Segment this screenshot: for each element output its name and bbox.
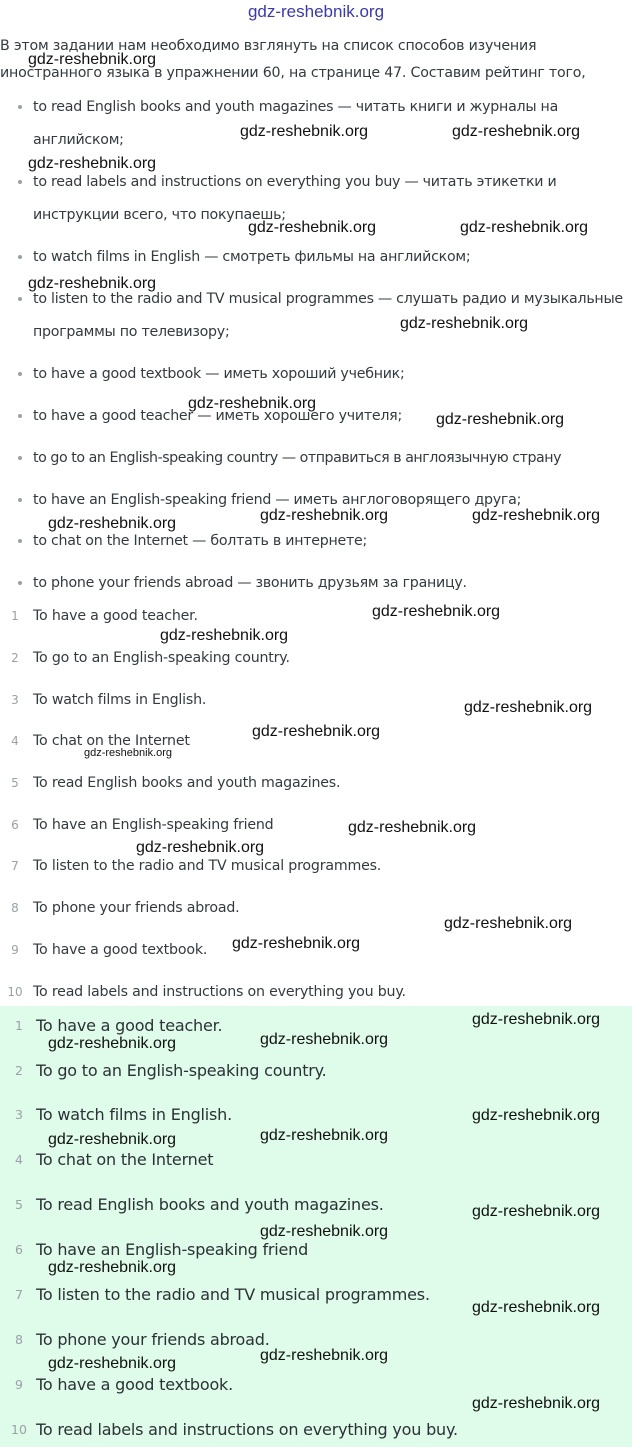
method-text: to have an English-speaking friend — иметь англоговорящего друга; [33, 492, 522, 508]
ranking-number: 2 [11, 651, 19, 665]
watermark: gdz-reshebnik.org [28, 275, 157, 292]
watermark: gdz-reshebnik.org [136, 839, 265, 856]
watermark: gdz-reshebnik.org [260, 1347, 389, 1364]
watermark: gdz-reshebnik.org [460, 219, 589, 236]
answer-number: 10 [11, 1422, 27, 1437]
method-bullet [0, 358, 632, 391]
answer-text: To read labels and instructions on everything you buy. [36, 1420, 458, 1439]
intro-line: иностранного языка в упражнении 60, на странице 47. Составим рейтинг того, [0, 65, 586, 81]
watermark: gdz-reshebnik.org [28, 155, 157, 172]
ranking-number: 10 [7, 985, 23, 999]
watermark: gdz-reshebnik.org [372, 603, 501, 620]
bullet-dot-icon [18, 581, 22, 585]
answer-number: 6 [15, 1242, 23, 1257]
watermark: gdz-reshebnik.org [436, 411, 565, 428]
watermark: gdz-reshebnik.org [48, 1131, 177, 1148]
ranking-number: 4 [11, 734, 19, 748]
ranking-text: To have an English-speaking friend [33, 817, 274, 833]
answer-number: 2 [15, 1063, 23, 1078]
bullet-dot-icon [18, 456, 22, 460]
answer-text: To listen to the radio and TV musical programmes. [36, 1285, 430, 1304]
ranking-number: 5 [11, 776, 19, 790]
answer-number: 3 [15, 1107, 23, 1122]
watermark: gdz-reshebnik.org [48, 1259, 177, 1276]
watermark: gdz-reshebnik.org [84, 747, 173, 759]
watermark: gdz-reshebnik.org [472, 1203, 601, 1220]
watermark: gdz-reshebnik.org [28, 51, 157, 68]
method-text: to read labels and instructions on everything you buy — читать этикетки и инструкции всего, что покупаешь; [33, 174, 557, 223]
watermark: gdz-reshebnik.org [240, 123, 369, 140]
watermark: gdz-reshebnik.org [188, 395, 317, 412]
ranking-text: To go to an English-speaking country. [33, 650, 290, 666]
ranking-number: 6 [11, 818, 19, 832]
watermark: gdz-reshebnik.org [464, 699, 593, 716]
bullet-dot-icon [18, 297, 22, 301]
ranking-number: 9 [11, 943, 19, 957]
watermark: gdz-reshebnik.org [444, 915, 573, 932]
bullet-dot-icon [18, 255, 22, 259]
watermark: gdz-reshebnik.org [260, 1031, 389, 1048]
watermark: gdz-reshebnik.org [48, 515, 177, 532]
answer-number: 1 [15, 1018, 23, 1033]
watermark: gdz-reshebnik.org [452, 123, 581, 140]
watermark: gdz-reshebnik.org [472, 1299, 601, 1316]
method-bullet [0, 442, 632, 475]
bullet-dot-icon [18, 414, 22, 418]
watermark: gdz-reshebnik.org [252, 723, 381, 740]
method-text: to watch films in English — смотреть фильмы на английском; [33, 249, 471, 265]
watermark: gdz-reshebnik.org [260, 507, 389, 524]
watermark: gdz-reshebnik.org [160, 627, 289, 644]
ranking-text: To have a good textbook. [33, 942, 208, 958]
watermark: gdz-reshebnik.org [472, 1395, 601, 1412]
ranking-text: To watch films in English. [33, 692, 207, 708]
method-text: to chat on the Internet — болтать в интернете; [33, 533, 368, 549]
watermark: gdz-reshebnik.org [260, 1127, 389, 1144]
answer-text: To phone your friends abroad. [36, 1330, 270, 1349]
method-text: to have a good textbook — иметь хороший учебник; [33, 366, 405, 382]
bullet-dot-icon [18, 105, 22, 109]
watermark: gdz-reshebnik.org [472, 1107, 601, 1124]
bullet-dot-icon [18, 180, 22, 184]
answer-item [0, 1410, 632, 1454]
ranking-item [0, 638, 632, 678]
method-text: to read English books and youth magazines — читать книги и журналы на английском; [33, 99, 559, 148]
ranking-text: To read English books and youth magazines. [33, 775, 341, 791]
bullet-dot-icon [18, 372, 22, 376]
ranking-item [0, 596, 632, 636]
method-bullet [0, 241, 632, 274]
answer-item [0, 1051, 632, 1095]
watermark: gdz-reshebnik.org [248, 219, 377, 236]
watermark: gdz-reshebnik.org [400, 315, 529, 332]
ranking-text: To listen to the radio and TV musical programmes. [33, 858, 382, 874]
answer-number: 9 [15, 1377, 23, 1392]
method-text: to listen to the radio and TV musical programmes — слушать радио и музыкальные программы по телевизору; [33, 291, 623, 340]
ranking-item [0, 846, 632, 886]
bullet-dot-icon [18, 498, 22, 502]
answer-number: 8 [15, 1332, 23, 1347]
answer-text: To read English books and youth magazines. [36, 1195, 384, 1214]
watermark: gdz-reshebnik.org [472, 1011, 601, 1028]
ranking-item [0, 805, 632, 845]
answer-number: 7 [15, 1287, 23, 1302]
site-title[interactable]: gdz-reshebnik.org [247, 2, 385, 21]
ranking-number: 1 [11, 609, 19, 623]
ranking-item [0, 763, 632, 803]
answer-text: To chat on the Internet [36, 1150, 214, 1169]
watermark: gdz-reshebnik.org [348, 819, 477, 836]
ranking-number: 8 [11, 901, 19, 915]
watermark: gdz-reshebnik.org [260, 1223, 389, 1240]
answer-text: To have a good textbook. [36, 1375, 234, 1394]
method-text: to go to an English-speaking country — отправиться в англоязычную страну [33, 450, 562, 466]
ranking-text: To have a good teacher. [33, 608, 198, 624]
answer-number: 5 [15, 1197, 23, 1212]
ranking-number: 3 [11, 693, 19, 707]
ranking-text: To chat on the Internet [33, 733, 190, 749]
watermark: gdz-reshebnik.org [48, 1355, 177, 1372]
method-text: to have a good teacher — иметь хорошего учителя; [33, 408, 402, 424]
ranking-text: To phone your friends abroad. [33, 900, 240, 916]
ranking-text: To read labels and instructions on everything you buy. [33, 984, 406, 1000]
bullet-dot-icon [18, 539, 22, 543]
answer-number: 4 [15, 1152, 23, 1167]
watermark: gdz-reshebnik.org [232, 935, 361, 952]
intro-line: В этом задании нам необходимо взглянуть на список способов изучения [0, 38, 537, 54]
answer-text: To have a good teacher. [36, 1016, 223, 1035]
watermark: gdz-reshebnik.org [472, 507, 601, 524]
answer-text: To have an English-speaking friend [36, 1240, 309, 1259]
answer-text: To go to an English-speaking country. [36, 1061, 327, 1080]
method-text: to phone your friends abroad — звонить друзьям за границу. [33, 575, 467, 591]
answer-text: To watch films in English. [36, 1105, 232, 1124]
watermark: gdz-reshebnik.org [48, 1035, 177, 1052]
ranking-number: 7 [11, 859, 19, 873]
